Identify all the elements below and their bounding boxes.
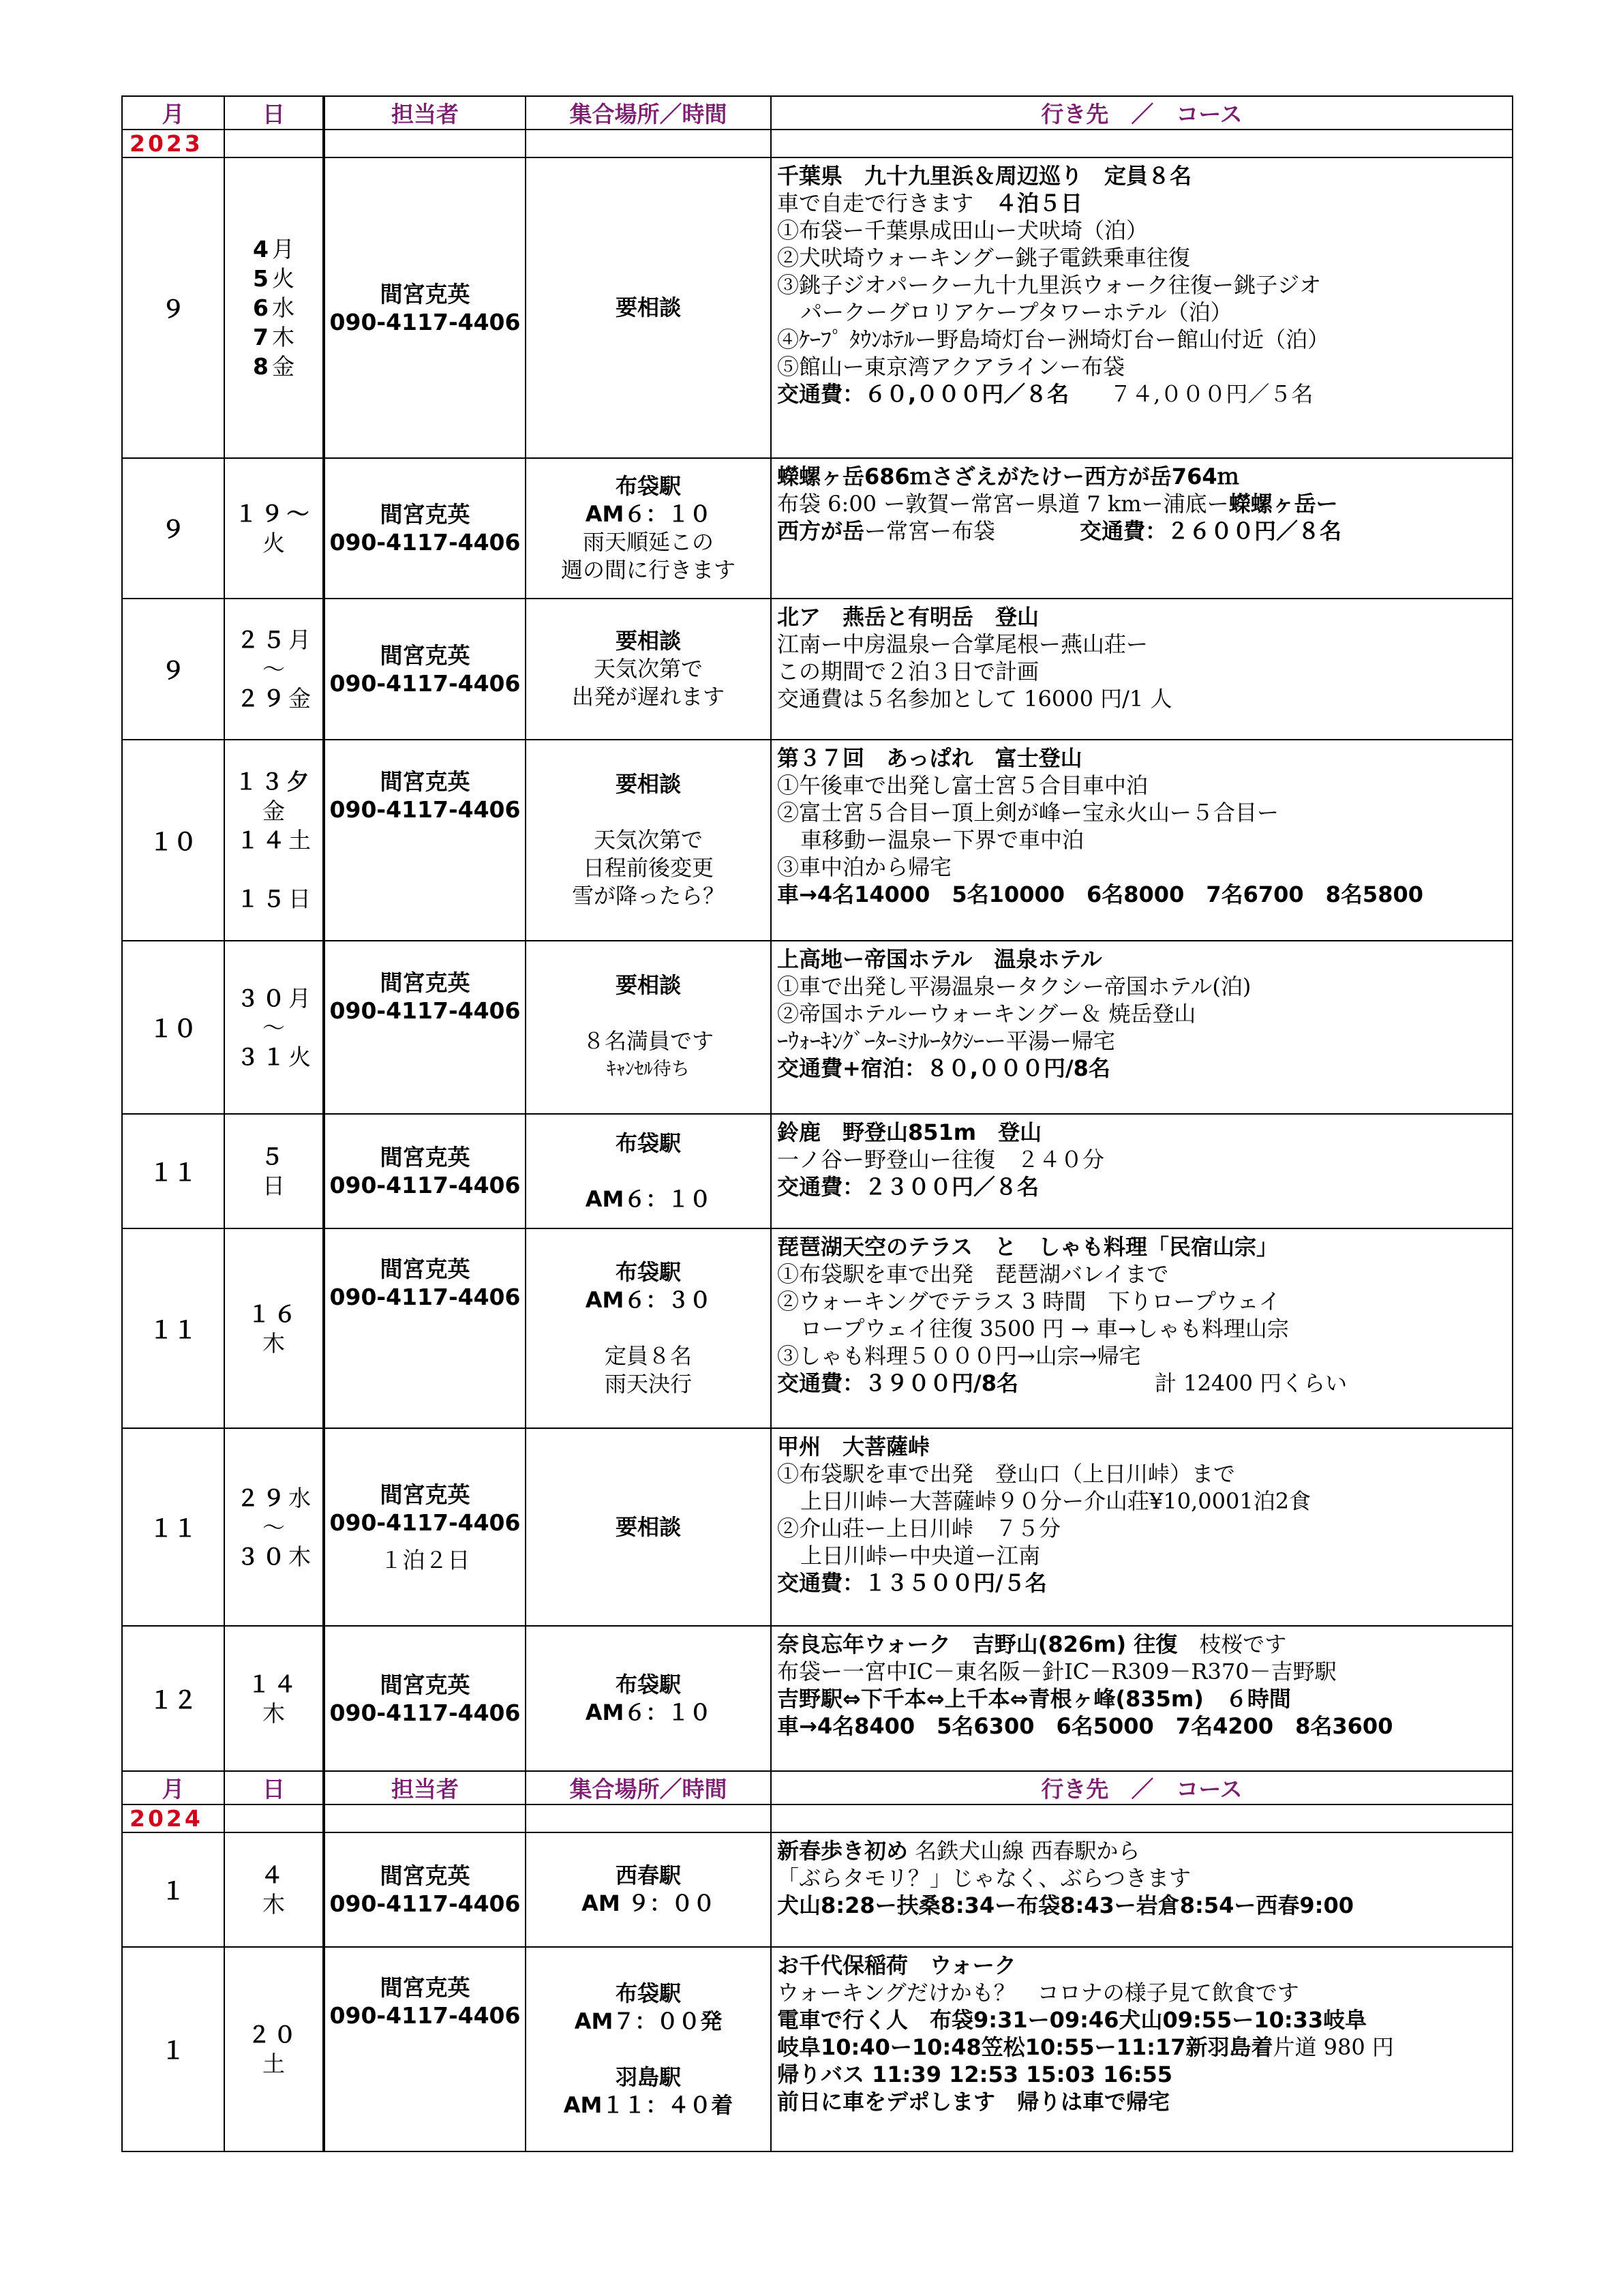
table-row: ９ ２５月 〜 ２９金 間宮克英 090-4117-4406 要相談 天気次第で 出発が遅れます 北ア 燕岳と有明岳 登山 江南ー中房温泉ー合掌尾根ー燕山荘ー この期間で２泊３日で計画 交通費は５名参加として 16000 円/1 人 bbox=[122, 599, 1513, 740]
header-row bbox=[122, 96, 1513, 130]
table-row: １ ２０ 土 間宮克英 090-4117-4406 布袋駅 AM７：００発 羽島駅 AM１１：４０着 お千代保稲荷 ウォーク ウォーキングだけかも？ コロナの様子見て飲食です 電車で行く人 布袋9:31ー09:46犬山09:55ー10:33岐阜 岐阜10:40ー10:48笠松10:55ー11:17新羽島着片道 980 円 帰りバス 11:39 12:53 15:03 16:55 前日に車をデポします 帰りは車で帰宅 bbox=[122, 1947, 1513, 2151]
staff-phone: 090-4117-4406 bbox=[329, 308, 521, 335]
year-2023: 2023 bbox=[122, 130, 224, 157]
year-row bbox=[122, 1804, 1513, 1832]
table-row: ９ １９〜 火 間宮克英 090-4117-4406 布袋駅 AM６：１０ 雨天順延この 週の間に行きます 蠑螺ヶ岳686ｍさざえがたけー西方が岳764ｍ 布袋 6:00 ー敦賀ー常宮ー県道 7 kmー浦底ー蠑螺ヶ岳ー 西方が岳ー常宮ー布袋 交通費：２６００円／８名 bbox=[122, 458, 1513, 599]
header-month: 月 bbox=[122, 96, 224, 130]
year-2024: 2024 bbox=[122, 1804, 224, 1832]
dest-cell: 千葉県 九十九里浜＆周辺巡り 定員８名 車で自走で行きます ４泊５日 ①布袋ー千葉県成田山ー犬吠埼（泊） ②犬吠埼ウォーキングー銚子電鉄乗車往復 ③銚子ジオパークー九十九里浜ウォーク往復ー銚子ジオ パークーグロリアケープタワーホテル（泊） ④ｹｰﾌﾟ ﾀｳﾝﾎﾃﾙー野島埼灯台ー洲埼灯台ー館山付近（泊） ⑤館山ー東京湾アクアラインー布袋 交通費：６０,０００円／８名 ７４,０００円／５名 bbox=[771, 157, 1513, 458]
header-meet: 集合場所／時間 bbox=[526, 96, 771, 130]
table-row: １２ １４ 木 間宮克英 090-4117-4406 布袋駅 AM６：１０ 奈良忘年ウォーク 吉野山(826m) 往復 枝桜です 布袋ー一宮中IC－東名阪－針IC－R309－R370－吉野駅 吉野駅⇔下千本⇔上千本⇔青根ヶ峰(835m) ６時間 車→4名8400 5名6300 6名5000 7名4200 8名3600 bbox=[122, 1626, 1513, 1771]
header-row: 月 日 担当者 集合場所／時間 行き先 ／ コース bbox=[122, 1771, 1513, 1804]
header-staff: 担当者 bbox=[324, 96, 526, 130]
table-row: １１ ５ 日 間宮克英 090-4117-4406 布袋駅 AM６：１０ 鈴鹿 野登山851m 登山 一ノ谷ー野登山ー往復 ２４０分 交通費：２３００円／８名 bbox=[122, 1114, 1513, 1228]
day-cell: 4月 5火 6水 7木 8金 bbox=[224, 157, 324, 458]
table-row: １１ ２９水 〜 ３０木 間宮克英 090-4117-4406 １泊２日 要相談 甲州 大菩薩峠 ①布袋駅を車で出発 登山口（上日川峠）まで 上日川峠ー大菩薩峠９０分ー介山荘¥10,0001泊2食 ②介山荘ー上日川峠 ７５分 上日川峠ー中央道ー江南 交通費：１３５００円/５名 bbox=[122, 1428, 1513, 1626]
year-row bbox=[122, 130, 1513, 157]
table-row bbox=[122, 157, 1513, 458]
month-cell: ９ bbox=[122, 157, 224, 458]
meet-cell: 要相談 bbox=[526, 157, 771, 458]
table-row: １０ １３夕 金 １４土 １５日 間宮克英 090-4117-4406 要相談 天気次第で 日程前後変更 雪が降ったら？ 第３７回 あっぱれ 富士登山 ①午後車で出発し富士宮５合目車中泊 ②富士宮５合目ー頂上剣が峰ー宝永火山ー５合目ー 車移動ー温泉ー下界で車中泊 ③車中泊から帰宅 車→4名14000 5名10000 6名8000 7名6700 8名5800 bbox=[122, 740, 1513, 941]
header-dest: 行き先 ／ コース bbox=[771, 96, 1513, 130]
schedule-page bbox=[121, 95, 1512, 2152]
table-row: １１ １６ 木 間宮克英 090-4117-4406 布袋駅 AM６：３０ 定員８名 雨天決行 琵琶湖天空のテラス と しゃも料理「民宿山宗」 ①布袋駅を車で出発 琵琶湖バレイまで ②ウォーキングでテラス 3 時間 下りロープウェイ ロープウェイ往復 3500 円 → 車→しゃも料理山宗 ③しゃも料理５０００円→山宗→帰宅 交通費：３９００円/8名 計 12400 円くらい bbox=[122, 1228, 1513, 1428]
header-day: 日 bbox=[224, 96, 324, 130]
schedule-table bbox=[121, 95, 1513, 2152]
staff-name: 間宮克英 bbox=[380, 280, 470, 307]
table-row: １０ ３０月 〜 ３１火 間宮克英 090-4117-4406 要相談 ８名満員です ｷｬﾝｾﾙ待ち 上高地ー帝国ホテル 温泉ホテル ①車で出発し平湯温泉ータクシー帝国ホテル(泊) ②帝国ホテルーウォーキングー＆ 焼岳登山 ｰｳｫｰｷﾝｸﾞｰﾀｰﾐﾅﾙｰﾀｸｼｰー平湯ー帰宅 交通費+宿泊：８０,０００円/8名 bbox=[122, 941, 1513, 1114]
staff-cell bbox=[324, 157, 526, 458]
table-row: １ ４ 木 間宮克英 090-4117-4406 西春駅 AM ９：００ 新春歩き初め 名鉄犬山線 西春駅から 「ぶらタモリ？」じゃなく、ぶらつきます 犬山8:28ー扶桑8:34ー布袋8:43ー岩倉8:54ー西春9:00 bbox=[122, 1832, 1513, 1947]
